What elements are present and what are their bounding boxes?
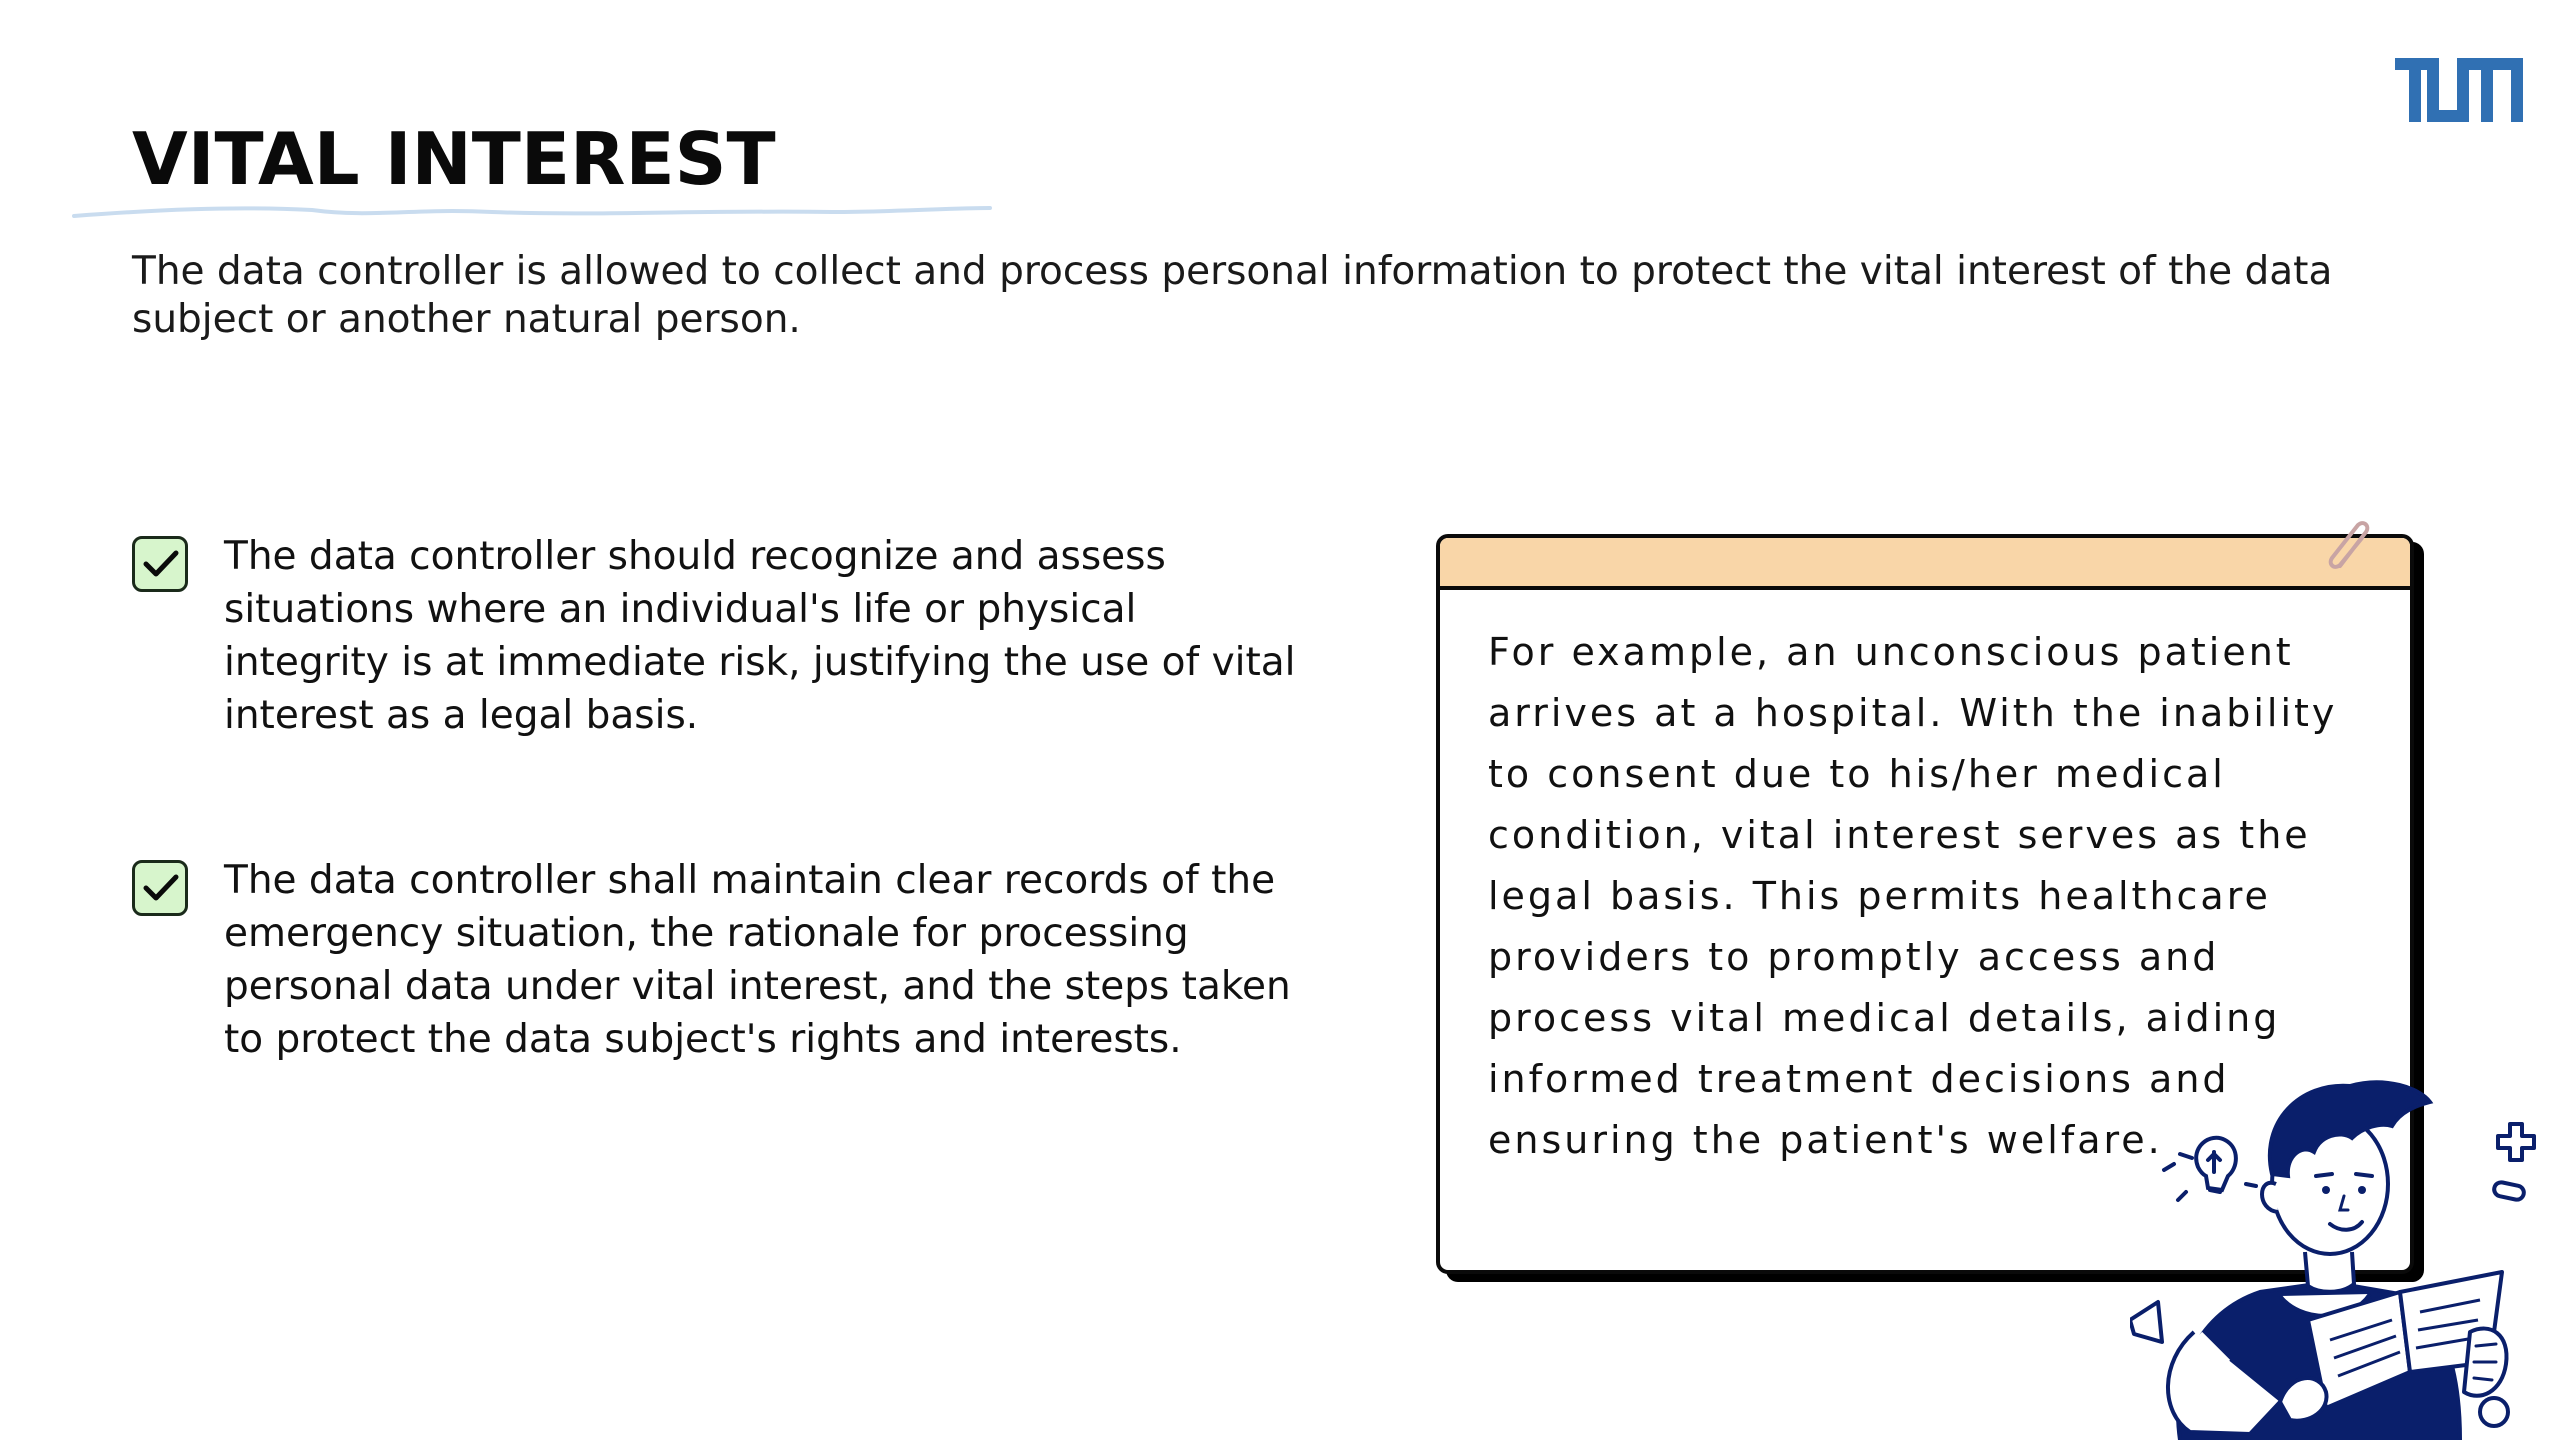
- paperclip-icon: [2320, 516, 2380, 576]
- bullet-text: The data controller should recognize and assess situations where an individual's life or physical integrity is at immediate risk, justifying the use of vital interest as a legal basis.: [224, 534, 1296, 738]
- title-block: [132, 117, 1032, 230]
- person-reading-book-illustration: [2130, 1072, 2560, 1440]
- bullet-text: The data controller shall maintain clear records of the emergency situation, the rationale for processing personal data under vital interest, and the steps taken to protect the data subject's rights and interests.: [224, 858, 1291, 1062]
- intro-text: The data controller is allowed to collect and process personal information to protect the vital interest of the data subject or another natural person.: [132, 249, 2333, 342]
- page-title: VITAL INTEREST: [132, 117, 776, 201]
- example-card-header: [1440, 538, 2410, 590]
- example-card-text: For example, an unconscious patient arrives at a hospital. With the inability to consent due to his/her medical condition, vital interest serves as the legal basis. This permits healthcare providers to promptly access and process vital medical details, aiding informed treatment decisions and ensuring the patient's welfare.: [1488, 630, 2338, 1162]
- tum-logo-icon: [2395, 58, 2523, 122]
- checkbox-checked-icon: [132, 536, 188, 592]
- checkbox-checked-icon: [132, 860, 188, 916]
